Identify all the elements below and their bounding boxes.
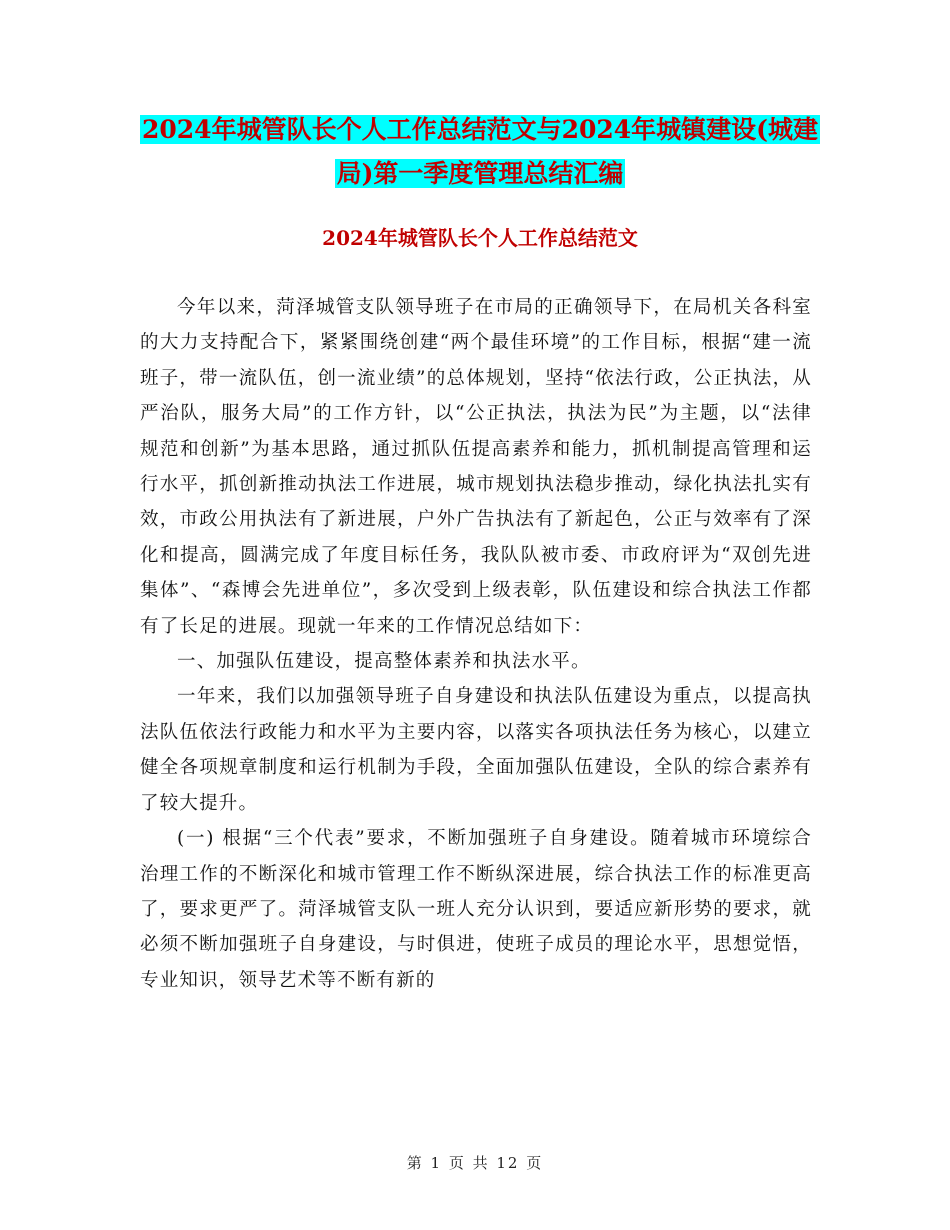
page-footer: 第 1 页 共 12 页	[406, 1154, 544, 1172]
document-body	[140, 290, 812, 998]
section-title: 2024年城管队长个人工作总结范文	[322, 226, 638, 250]
document-title-text: 2024年城管队长个人工作总结范文与2024年城镇建设(城建局)第一季度管理总结汇编	[142, 115, 818, 188]
body-paragraph-3: (一) 根据“三个代表”要求，不断加强班子自身建设。随着城市环境综合治理工作的不断深化和城市管理工作不断纵深进展，综合执法工作的标准更高了，要求更严了。菏泽城管支队一班人充分认识到，要适应新形势的要求，就必须不断加强班子自身建设，与时俱进，使班子成员的理论水平，思想觉悟，专业知识，领导艺术等不断有新的	[140, 828, 812, 991]
body-paragraph-heading-1: 一、加强队伍建设，提高整体素养和执法水平。	[177, 651, 591, 673]
body-paragraph-2: 一年来，我们以加强领导班子自身建设和执法队伍建设为重点，以提高执法队伍依法行政能力和水平为主要内容，以落实各项执法任务为核心，以建立健全各项规章制度和运行机制为手段，全面加强队伍建设，全队的综合素养有了较大提升。	[140, 686, 812, 814]
document-title	[140, 108, 820, 196]
body-paragraph-intro: 今年以来，菏泽城管支队领导班子在市局的正确领导下，在局机关各科室的大力支持配合下，紧紧围绕创建“两个最佳环境”的工作目标，根据“建一流班子，带一流队伍，创一流业绩”的总体规划，坚持“依法行政，公正执法，从严治队，服务大局”的工作方针，以“公正执法，执法为民”为主题，以“法律规范和创新”为基本思路，通过抓队伍提高素养和能力，抓机制提高管理和运行水平，抓创新推动执法工作进展，城市规划执法稳步推动，绿化执法扎实有效，市政公用执法有了新进展，户外广告执法有了新起色，公正与效率有了深化和提高，圆满完成了年度目标任务，我队队被市委、市政府评为“双创先进集体”、“森博会先进单位”，多次受到上级表彰，队伍建设和综合执法工作都有了长足的进展。现就一年来的工作情况总结如下：	[140, 297, 812, 637]
